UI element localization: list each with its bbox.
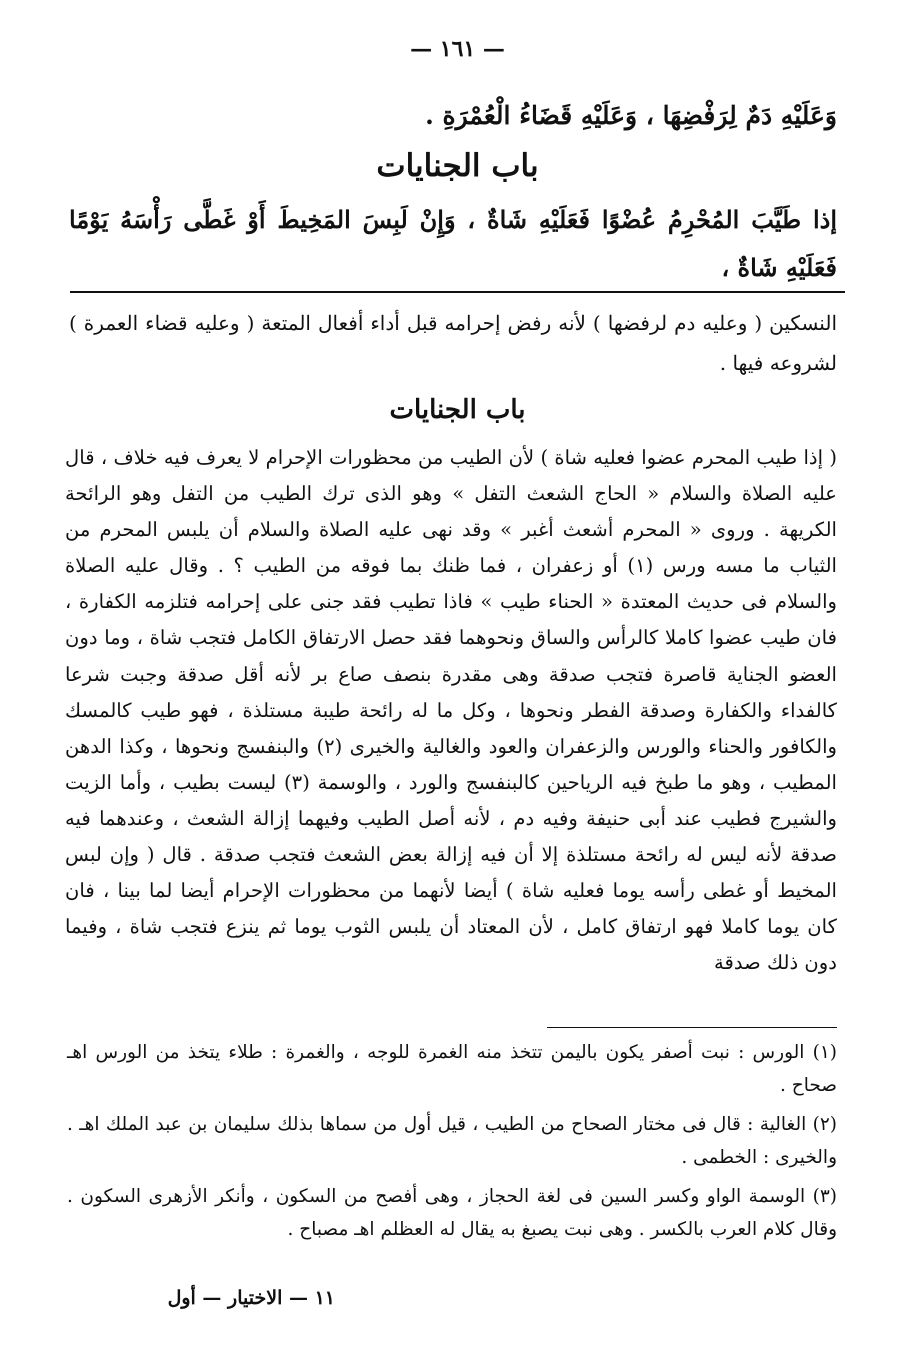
footnote-3: (٣) الوسمة الواو وكسر السين فى لغة الحجاز ، وهى أفصح من السكون ، وأنكر الأزهرى السكون . وقال كلام العرب بالكسر . وهى نبت يصبغ به يقال له العظلم اهـ مصباح . — [67, 1186, 837, 1240]
matn-section — [69, 196, 837, 292]
sharh-continuation: النسكين ( وعليه دم لرفضها ) لأنه رفض إحرامه قبل أداء أفعال المتعة ( وعليه قضاء العمرة ) لشروعه فيها . — [69, 311, 837, 375]
sharh-continuation-section — [69, 303, 837, 383]
footnote-2: (٢) الغالية : قال فى مختار الصحاح من الطيب ، قيل أول من سماها بذلك سليمان بن عبد الملك اهـ . والخيرى : الخطمى . — [67, 1114, 837, 1168]
sharh-chapter-heading: باب الجنايات — [389, 395, 526, 425]
matn-chapter-heading: باب الجنايات — [376, 148, 539, 184]
footnote-1: (١) الورس : نبت أصفر يكون باليمن تتخذ منه الغمرة للوجه ، والغمرة : طلاء يتخذ من الورس اهـ صحاح . — [67, 1042, 837, 1096]
page-number: — ١٦١ — — [410, 36, 505, 62]
matn-paragraph: إذا طَيَّبَ المُحْرِمُ عُضْوًا فَعَلَيْهِ شَاةٌ ، وَإِنْ لَبِسَ المَخِيطَ أَوْ غَطَّى رَأْسَهُ يَوْمًا فَعَلَيْهِ شَاةٌ ، — [69, 205, 838, 282]
footnotes — [67, 1036, 837, 1252]
sharh-section — [65, 440, 837, 981]
signature-line: ١١ — الاختيار — أول — [167, 1287, 335, 1309]
footnote-divider — [547, 1027, 837, 1028]
sharh-paragraph: ( إذا طيب المحرم عضوا فعليه شاة ) لأن الطيب من محظورات الإحرام لا يعرف فيه خلاف ، قال عليه الصلاة والسلام « الحاج الشعث التفل » وهو الذى ترك الطيب من التفل وهو الرائحة الكريهة . وروى « المحرم أشعث أغبر » وقد نهى عليه الصلاة والسلام أن يلبس المحرم من الثياب ما مسه ورس (١) أو زعفران ، فما ظنك بما فوقه من الطيب ؟ . وقال عليه الصلاة والسلام فى حديث المعتدة « الحناء طيب » فاذا تطيب فقد جنى على إحرامه فتلزمه الكفارة ، فان طيب عضوا كاملا كالرأس والساق ونحوهما فقد حصل الارتفاق الكامل فتجب شاة ، وما دون العضو الجناية قاصرة فتجب صدقة وهى مقدرة بنصف صاع بر لأنه أقل صدقة وجبت شرعا كالفداء والكفارة وصدقة الفطر ونحوها ، وكل ما له رائحة طيبة مستلذة ، فهو طيب كالمسك والكافور والحناء والورس والزعفران والعود والغالية والخيرى (٢) والبنفسج ونحوها ، وكذا الدهن المطيب ، وهو ما طبخ فيه الرياحين كالبنفسج والورد ، والوسمة (٣) ليست بطيب ، وأما الزيت والشيرج فطيب عند أبى حنيفة وفيه دم ، لأنه أصل الطيب وفيهما إزالة الشعث ، وعندهما فيه صدقة لأنه ليس له رائحة مستلذة إلا أن فيه إزالة بعض الشعث فتجب صدقة . قال ( وإن لبس المخيط أو غطى رأسه يوما فعليه شاة ) أيضا لأنهما من محظورات الإحرام أيضا لما بينا ، فان كان يوما كاملا فهو ارتفاق كامل ، لأن المعتاد أن يلبس الثوب يوما ثم ينزع فتجب شاة ، وفيما دون ذلك صدقة — [65, 446, 838, 975]
matn-divider — [70, 291, 845, 293]
matn-continuation: وَعَلَيْهِ دَمٌ لِرَفْضِهَا ، وَعَلَيْهِ قَضَاءُ الْعُمْرَةِ . — [425, 101, 837, 130]
